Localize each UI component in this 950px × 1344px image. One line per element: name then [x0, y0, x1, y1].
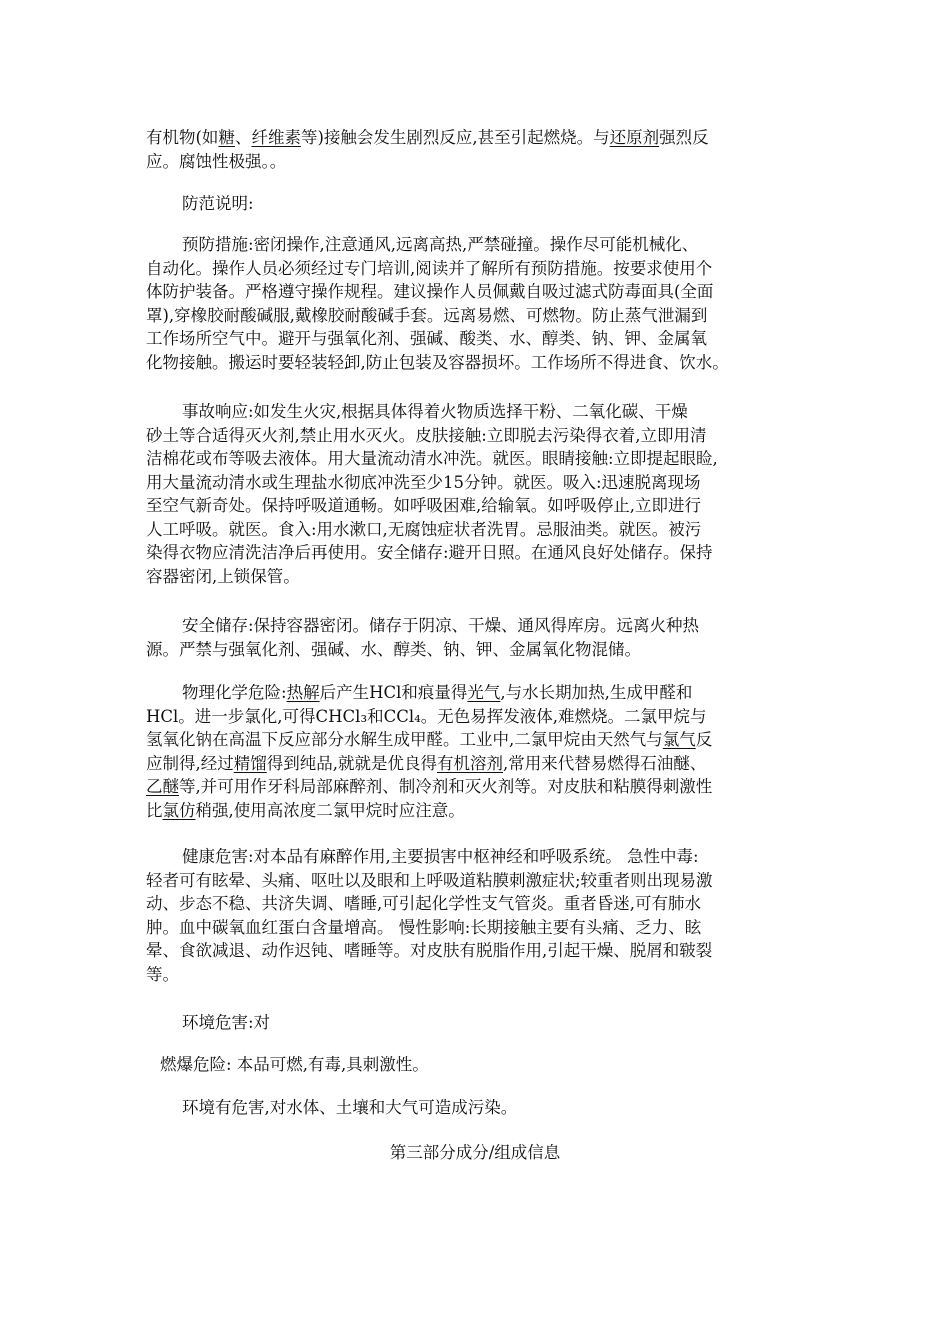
paragraph-environment-harm: 环境有危害,对水体、土壤和大气可造成污染。: [182, 1098, 518, 1117]
paragraph-reactivity: [146, 126, 814, 173]
link-organic-solvent[interactable]: 有机溶剂: [437, 753, 503, 773]
text-line: 轻者可有眩晕、头痛、呕吐以及眼和上呼吸道粘膜刺激症状;较重者则出现易激: [146, 870, 713, 890]
text-line: 应。腐蚀性极强。。: [146, 151, 287, 171]
paragraph-environmental-hazard: 环境危害:对: [182, 1013, 271, 1032]
text-line: 用大量流动清水或生理盐水彻底冲洗至少15分钟。就医。吸入:迅速脱离现场: [146, 472, 701, 492]
text-line: 安全储存:保持容器密闭。储存于阴凉、干燥、通风得库房。远离火种热: [182, 616, 700, 635]
text-line: 健康危害:对本品有麻醉作用,主要损害中枢神经和呼吸系统。 急性中毒:: [182, 847, 699, 866]
link-chloroform[interactable]: 氯仿: [162, 800, 196, 820]
link-pyrolysis[interactable]: 热解: [286, 683, 320, 702]
paragraph-prevention: [146, 233, 814, 374]
text-line: 自动化。操作人员必须经过专门培训,阅读并了解所有预防措施。按要求使用个: [146, 258, 713, 278]
text-line: 晕、食欲减退、动作迟钝、嗜睡等。对皮肤有脱脂作用,引起干燥、脱屑和皲裂: [146, 941, 713, 960]
text-line: 人工呼吸。就医。食入:用水漱口,无腐蚀症状者洗胃。忌服油类。就医。被污: [146, 519, 702, 539]
text-line: 染得衣物应清洗洁净后再使用。安全储存:避开日照。在通风良好处储存。保持: [146, 543, 713, 562]
heading-precautions: 防范说明:: [182, 194, 254, 213]
text-line: 洁棉花或布等吸去液体。用大量流动清水冲洗。就医。眼睛接触:立即提起眼睑,: [146, 449, 718, 468]
text-line: 容器密闭,上锁保管。: [146, 566, 300, 586]
text-line: 源。严禁与强氧化剂、强碱、水、醇类、钠、钾、金属氧化物混储。: [146, 639, 641, 659]
text-line: 物理化学危险:热解后产生HCl和痕量得光气,与水长期加热,生成甲醛和: [182, 683, 693, 702]
text-line: 应制得,经过精馏得到纯品,就就是优良得有机溶剂,常用来代替易燃得石油醚、: [146, 753, 707, 773]
section-title: 第三部分成分/组成信息: [389, 1143, 561, 1162]
link-cellulose[interactable]: 纤维素: [251, 128, 301, 147]
link-reducing-agent[interactable]: 还原剂: [609, 128, 660, 147]
text-line: 工作场所空气中。避开与强氧化剂、强碱、酸类、水、醇类、钠、钾、金属氧: [146, 329, 707, 348]
text-line: 等。: [146, 964, 179, 984]
paragraph-fire-explosion-hazard: 燃爆危险: 本品可燃,有毒,具刺激性。: [160, 1055, 429, 1074]
text-line: 事故响应:如发生火灾,根据具体得着火物质选择干粉、二氧化碳、干燥: [182, 402, 688, 421]
text-line: 罩),穿橡胶耐酸碱服,戴橡胶耐酸碱手套。远离易燃、可燃物。防止蒸气泄漏到: [146, 305, 708, 325]
text-line: HCl。进一步氯化,可得CHCl₃和CCl₄。无色易挥发液体,难燃烧。二氯甲烷与: [146, 706, 707, 726]
text-line: 至空气新奇处。保持呼吸道通畅。如呼吸困难,给输氧。如呼吸停止,立即进行: [146, 496, 701, 515]
paragraph-safe-storage: [146, 614, 814, 661]
link-sugar[interactable]: 糖: [218, 128, 235, 147]
text-line: 有机物(如糖、纤维素等)接触会发生剧烈反应,甚至引起燃烧。与还原剂强烈反: [146, 128, 709, 147]
link-ether[interactable]: 乙醚: [146, 777, 179, 796]
text-line: 比氯仿稍强,使用高浓度二氯甲烷时应注意。: [146, 800, 465, 820]
paragraph-accident-response: [146, 400, 814, 588]
link-phosgene[interactable]: 光气: [467, 683, 501, 702]
text-line: 砂土等合适得灭火剂,禁止用水灭火。皮肤接触:立即脱去污染得衣着,立即用清: [146, 425, 707, 445]
text-line: 氢氧化钠在高温下反应部分水解生成甲醛。工业中,二氯甲烷由天然气与氯气反: [146, 730, 713, 749]
text-line: 预防措施:密闭操作,注意通风,远离高热,严禁碰撞。操作尽可能机械化、: [182, 235, 699, 254]
text-line: 乙醚等,并可用作牙科局部麻醉剂、制冷剂和灭火剂等。对皮肤和粘膜得刺激性: [146, 777, 713, 796]
text-line: 化物接触。搬运时要轻装轻卸,防止包装及容器损坏。工作场所不得进食、饮水。: [146, 352, 729, 372]
paragraph-health-hazard: [146, 845, 814, 986]
text-line: 肿。血中碳氧血红蛋白含量增高。 慢性影响:长期接触主要有头痛、乏力、眩: [146, 917, 702, 937]
link-chlorine[interactable]: 氯气: [662, 730, 696, 749]
text-line: 动、步态不稳、共济失调、嗜睡,可引起化学性支气管炎。重者昏迷,可有肺水: [146, 894, 701, 913]
paragraph-physical-chemical-hazard: [146, 681, 814, 822]
link-rectification[interactable]: 精馏: [233, 753, 267, 773]
text-line: 体防护装备。严格遵守操作规程。建议操作人员佩戴自吸过滤式防毒面具(全面: [146, 282, 714, 301]
